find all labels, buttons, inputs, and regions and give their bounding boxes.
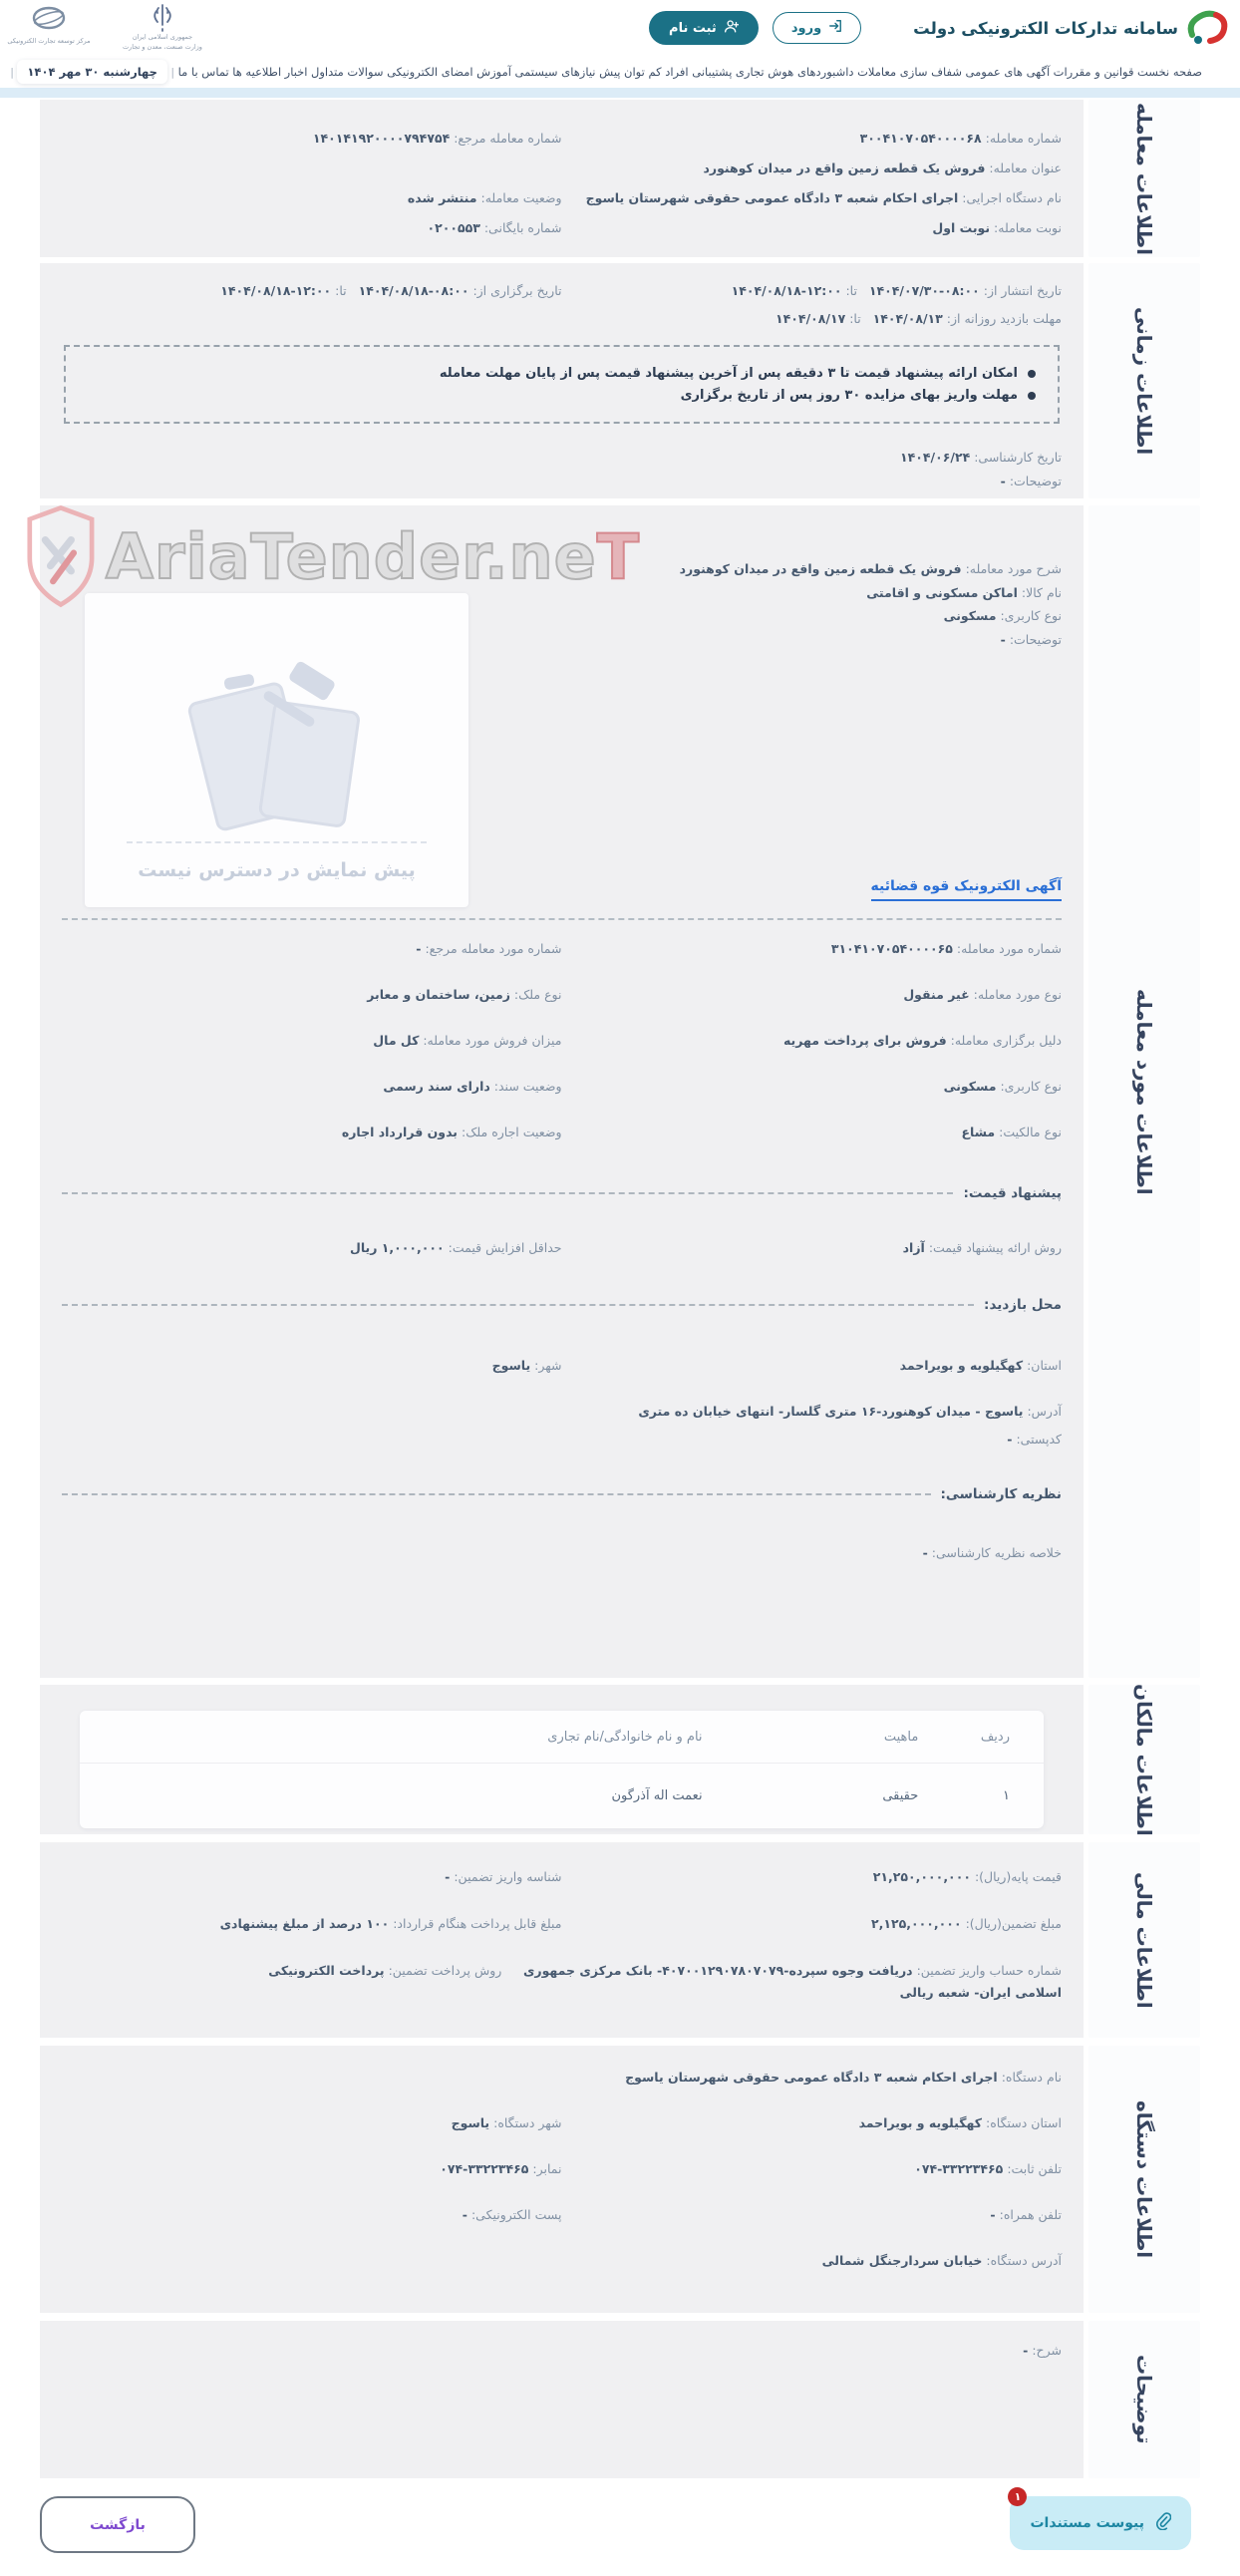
sale-portion-label: میزان فروش مورد معامله: <box>423 1033 562 1048</box>
deal-archive-number: ۰۲۰۰۵۵۳ <box>427 220 480 235</box>
notice-box <box>64 345 1060 424</box>
postal-code-label: کدپستی: <box>1016 1432 1062 1447</box>
lease-status-label: وضعیت اجاره ملک: <box>461 1125 562 1139</box>
section-label-financial: اطلاعات مالی <box>1088 1842 1200 2038</box>
guarantee-account-label: شماره حساب واریز تضمین: <box>916 1963 1062 1978</box>
payable-at-contract-label: مبلغ قابل پرداخت هنگام قرارداد: <box>393 1916 562 1931</box>
login-button[interactable]: ورود <box>773 12 861 44</box>
guarantee-method-label: روش پرداخت تضمین: <box>388 1963 502 1978</box>
nav-item-training[interactable]: آموزش <box>476 65 511 79</box>
nav-item-transparency[interactable]: شفاف سازی معاملات <box>857 65 963 79</box>
usage-type-label: نوع کاربری: <box>1000 608 1062 623</box>
ministry-logo: جمهوری اسلامی ایران وزارت صنعت، معدن و تجارت <box>120 3 205 53</box>
section-subject-info <box>40 505 1200 1678</box>
deed-status-label: وضعیت سند: <box>493 1079 562 1094</box>
device-phone-label: تلفن ثابت: <box>1007 2161 1062 2176</box>
owners-table-header <box>80 1711 1044 1763</box>
usage-type2-label: نوع کاربری: <box>1000 1079 1062 1094</box>
section-label-timing: اطلاعات زمانی <box>1088 263 1200 498</box>
deal-ref-label: شماره معامله مرجع: <box>454 131 562 146</box>
device-email: - <box>462 2207 467 2222</box>
lease-status: بدون قرارداد اجاره <box>341 1125 458 1139</box>
image-preview-placeholder <box>85 593 468 907</box>
section-deal-info <box>40 100 1200 257</box>
iran-emblem-icon <box>150 3 175 33</box>
nav-separator: | <box>170 65 175 79</box>
min-increase-label: حداقل افزایش قیمت: <box>448 1240 562 1255</box>
bullet-icon <box>1028 392 1036 400</box>
deal-turn-label: نوبت معامله: <box>994 220 1062 235</box>
col-row-number: ردیف <box>980 1729 1010 1745</box>
guarantee-amount-label: مبلغ تضمین(ریال): <box>965 1916 1062 1931</box>
device-phone: ۰۷۴-۳۳۲۲۳۴۶۵ <box>914 2161 1004 2176</box>
ownership-type-label: نوع مالکیت: <box>999 1125 1062 1139</box>
base-price-label: قیمت پایه(ریال): <box>974 1869 1062 1884</box>
back-button[interactable]: بازگشت <box>40 2496 195 2553</box>
nav-item-bi-dashboards[interactable]: داشبوردهای هوش تجاری <box>735 65 854 79</box>
section-timing-info <box>40 263 1200 498</box>
province-label: استان: <box>1027 1358 1062 1373</box>
device-name-label: نام دستگاه: <box>1001 2070 1062 2085</box>
section-owners-info <box>40 1685 1200 1834</box>
item-name: اماکن مسکونی و اقامتی <box>866 584 1018 600</box>
brand <box>913 5 1230 51</box>
nav-item-faq[interactable]: سوالات متداول <box>310 65 384 79</box>
col-nature: ماهیت <box>883 1729 919 1745</box>
address: یاسوج - میدان کوهنورد-۱۶ متری گلسار- انتهای خیابان ده متری <box>638 1404 1024 1419</box>
device-province-label: استان دستگاه: <box>986 2115 1062 2130</box>
owners-table <box>80 1711 1044 1828</box>
expert-summary: - <box>922 1545 928 1560</box>
nav-item-rules[interactable]: قوانین و مقررات <box>1053 65 1134 79</box>
subject-kind-label: نوع مورد معامله: <box>973 987 1062 1002</box>
deal-number-label: شماره معامله: <box>985 131 1062 146</box>
banner-strip <box>0 88 1240 98</box>
table-row <box>80 1763 1044 1828</box>
subject-notes-label: توضیحات: <box>1009 631 1062 647</box>
expert-opinion-heading: نظریه کارشناسی: <box>62 1486 1062 1502</box>
section-label-deal: اطلاعات معامله <box>1088 100 1200 257</box>
subject-ref-label: شماره مورد معامله مرجع: <box>425 941 562 956</box>
device-address-label: آدرس دستگاه: <box>986 2253 1062 2268</box>
postal-code: - <box>1007 1432 1013 1447</box>
expert-summary-label: خلاصه نظریه کارشناسی: <box>931 1545 1062 1560</box>
timing-notes-label: توضیحات: <box>1009 474 1062 488</box>
deal-org-label: نام دستگاه اجرایی: <box>962 190 1062 205</box>
publish-to: ۱۴۰۴/۰۸/۱۸-۱۲:۰۰ <box>731 283 842 298</box>
publish-from: ۱۴۰۴/۰۷/۳۰-۰۸:۰۰ <box>868 283 980 298</box>
section-label-owners: اطلاعات مالکان <box>1088 1685 1200 1834</box>
usage-type: مسکونی <box>943 608 997 623</box>
section-label-device: اطلاعات دستگاه <box>1088 2046 1200 2313</box>
city-label: شهر: <box>534 1358 562 1373</box>
section-label-notes: توضیحات <box>1088 2321 1200 2478</box>
deal-ref: ۱۴۰۱۴۱۹۲۰۰۰۰۷۹۴۷۵۴ <box>312 131 451 146</box>
deal-turn: نوبت اول <box>932 220 991 235</box>
notes-desc: - <box>1023 2343 1029 2358</box>
reason-label: دلیل برگزاری معامله: <box>950 1033 1062 1048</box>
section-financial-info: اطلاعات مالی قیمت پایه(ریال): ۲۱,۲۵۰,۰۰۰,۰۰۰ شناسه واریز تضمین: - مبلغ تضمین(ریال): ۲,۱۲۵,۰۰۰,۰۰۰ مبلغ قابل پرداخت هنگام قرارداد: ۱۰۰ درصد از مبلغ پیشنهادی شماره حساب واریز تضمین: دریافت وجوه سپرده-۴۰۷۰۰۱۲۹۰۷۸۰۷۰۷۹- بانک مرکزی جمهوری اسلامی ایران- شعبه ریالی روش پرداخت تضمین: پرداخت الکترونیکی <box>40 1842 1200 2038</box>
main-navigation <box>0 56 1240 88</box>
nav-item-announcements[interactable]: اطلاعیه ها <box>232 65 282 79</box>
deal-title: فروش یک قطعه زمین واقع در میدان کوهنورد <box>703 161 986 175</box>
header <box>0 0 1240 56</box>
section-device-info <box>40 2046 1200 2313</box>
visit-from-label: مهلت بازدید روزانه از: <box>946 311 1062 326</box>
bullet-icon <box>1028 370 1036 378</box>
ownership-type: مشاع <box>961 1125 996 1139</box>
nav-item-prerequisites[interactable]: پیش نیازهای سیستمی <box>514 65 621 79</box>
notes-desc-label: شرح: <box>1032 2343 1062 2358</box>
address-label: آدرس: <box>1027 1404 1062 1419</box>
subject-number: ۳۱۰۴۱۰۷۰۵۴۰۰۰۰۶۵ <box>830 941 953 956</box>
deal-number: ۳۰۰۴۱۰۷۰۵۴۰۰۰۰۶۸ <box>859 131 982 146</box>
device-city-label: شهر دستگاه: <box>493 2115 562 2130</box>
ecommerce-center-logo: مرکز توسعه تجارت الکترونیکی <box>6 3 92 53</box>
hold-to-label: تا: <box>335 283 347 298</box>
current-date: چهارشنبه ۳۰ مهر ۱۴۰۴ <box>17 60 167 84</box>
price-offer-heading: پیشنهاد قیمت: <box>62 1185 1062 1201</box>
device-fax: ۰۷۴-۳۳۲۲۳۴۶۵ <box>440 2161 529 2176</box>
preview-unavailable-text: پیش نمایش در دسترس نیست <box>138 859 416 881</box>
subject-kind: غیر منقول <box>903 987 970 1002</box>
visit-location-heading: محل بازدید: <box>62 1297 1062 1313</box>
hold-from-label: تاریخ برگزاری از: <box>472 283 562 298</box>
subject-notes: - <box>1000 631 1006 647</box>
watermark-text: AriaTender.neT <box>105 519 640 593</box>
device-name: اجرای احکام شعبه ۳ دادگاه عمومی حقوقی شهرستان یاسوج <box>625 2070 998 2085</box>
globe-icon <box>26 3 72 37</box>
device-mobile-label: تلفن همراه: <box>999 2207 1062 2222</box>
timing-notes: - <box>1000 474 1006 488</box>
publish-to-label: تا: <box>845 283 857 298</box>
attachments-count-badge: ۱ <box>1008 2487 1027 2506</box>
owner-name: نعمت اله آذرگون <box>611 1788 703 1803</box>
owner-row-number: ۱ <box>1003 1788 1010 1803</box>
nav-item-esignature[interactable]: امضای الکترونیکی <box>387 65 473 79</box>
deposit-id-label: شناسه واریز تضمین: <box>454 1869 562 1884</box>
subject-desc-label: شرح مورد معامله: <box>965 561 1062 576</box>
usage-type2: مسکونی <box>943 1079 997 1094</box>
item-name-label: نام کالا: <box>1021 584 1062 600</box>
expert-date-label: تاریخ کارشناسی: <box>974 450 1062 465</box>
subject-desc: فروش یک قطعه زمین واقع در میدان کوهنورد <box>679 561 962 576</box>
user-plus-icon <box>724 19 739 37</box>
nav-item-news[interactable]: اخبار <box>284 65 308 79</box>
nav-item-public-ads[interactable]: آگهی های عمومی <box>965 65 1051 79</box>
hold-to: ۱۴۰۴/۰۸/۱۸-۱۲:۰۰ <box>220 283 332 298</box>
sale-portion: کل مال <box>373 1033 420 1048</box>
paperclip-icon <box>1154 2512 1171 2534</box>
device-email-label: پست الکترونیکی: <box>470 2207 562 2222</box>
guarantee-method: پرداخت الکترونیکی <box>268 1963 385 1978</box>
device-city: یاسوج <box>451 2115 490 2130</box>
register-button[interactable]: ثبت نام <box>649 11 759 45</box>
deposit-id: - <box>445 1869 451 1884</box>
province: کهگیلویه و بویراحمد <box>899 1358 1024 1373</box>
subject-number-label: شماره مورد معامله: <box>956 941 1062 956</box>
offer-method: آزاد <box>902 1240 925 1255</box>
nav-item-contact[interactable]: تماس با ما <box>177 65 229 79</box>
deal-status-label: وضعیت معامله: <box>480 190 562 205</box>
login-icon <box>828 19 842 37</box>
reason: فروش برای پرداخت مهریه <box>782 1033 947 1048</box>
deal-archive-label: شماره بایگانی: <box>483 220 562 235</box>
attachments-button[interactable]: ۱ پیوست مستندات <box>1010 2496 1191 2550</box>
section-label-subject: اطلاعات مورد معامله <box>1088 505 1200 1678</box>
deal-status: منتشر شده <box>407 190 477 205</box>
expert-date: ۱۴۰۴/۰۶/۲۴ <box>900 450 971 465</box>
estate-type: زمین، ساختمان و معابر <box>367 987 510 1002</box>
device-mobile: - <box>990 2207 996 2222</box>
deed-status: دارای سند رسمی <box>383 1079 490 1094</box>
guarantee-account: دریافت وجوه سپرده-۴۰۷۰۰۱۲۹۰۷۸۰۷۰۷۹- بانک مرکزی جمهوری اسلامی ایران- شعبه ریالی <box>522 1963 1062 2000</box>
deal-title-label: عنوان معامله: <box>989 161 1062 175</box>
hold-from: ۱۴۰۴/۰۸/۱۸-۰۸:۰۰ <box>358 283 469 298</box>
owner-nature: حقیقی <box>882 1788 919 1803</box>
estate-type-label: نوع ملک: <box>513 987 562 1002</box>
dashed-divider <box>62 918 1062 920</box>
city: یاسوج <box>491 1358 531 1373</box>
page-title: سامانه تدارکات الکترونیکی دولت <box>913 18 1178 38</box>
placeholder-divider <box>127 841 426 843</box>
nav-separator: | <box>10 65 14 79</box>
notice-bid-extension: امکان ارائه پیشنهاد قیمت تا ۳ دقیقه پس از آخرین پیشنهاد قیمت پس از پایان مهلت معامله <box>439 366 1018 381</box>
guarantee-amount: ۲,۱۲۵,۰۰۰,۰۰۰ <box>871 1916 962 1931</box>
subject-ref: - <box>416 941 422 956</box>
nav-item-accessibility[interactable]: پشتیبانی افراد کم توان <box>624 65 733 79</box>
visit-to-label: تا: <box>849 311 861 326</box>
min-increase: ۱,۰۰۰,۰۰۰ ریال <box>349 1240 445 1255</box>
nav-item-home[interactable]: صفحه نخست <box>1136 65 1202 79</box>
visit-from: ۱۴۰۴/۰۸/۱۳ <box>872 311 943 326</box>
visit-to: ۱۴۰۴/۰۸/۱۷ <box>775 311 846 326</box>
notice-payment-deadline: مهلت واریز بهای مزایده ۳۰ روز پس از تاریخ برگزاری <box>680 388 1018 403</box>
device-province: کهگیلویه و بویراحمد <box>858 2115 983 2130</box>
device-fax-label: نمابر: <box>532 2161 562 2176</box>
offer-method-label: روش ارائه پیشنهاد قیمت: <box>928 1240 1062 1255</box>
judiciary-ad-link[interactable]: آگهی الکترونیک قوه قضائیه <box>871 878 1063 901</box>
setad-logo-icon <box>1186 5 1230 51</box>
device-address: خیابان سردارجنگل شمالی <box>821 2253 983 2268</box>
deal-org: اجرای احکام شعبه ۳ دادگاه عمومی حقوقی شهرستان یاسوج <box>585 190 959 205</box>
section-notes <box>40 2321 1200 2478</box>
base-price: ۲۱,۲۵۰,۰۰۰,۰۰۰ <box>872 1869 971 1884</box>
col-full-name: نام و نام خانوادگی/نام تجاری <box>547 1729 703 1745</box>
gavel-document-icon <box>172 652 382 831</box>
publish-from-label: تاریخ انتشار از: <box>983 283 1062 298</box>
